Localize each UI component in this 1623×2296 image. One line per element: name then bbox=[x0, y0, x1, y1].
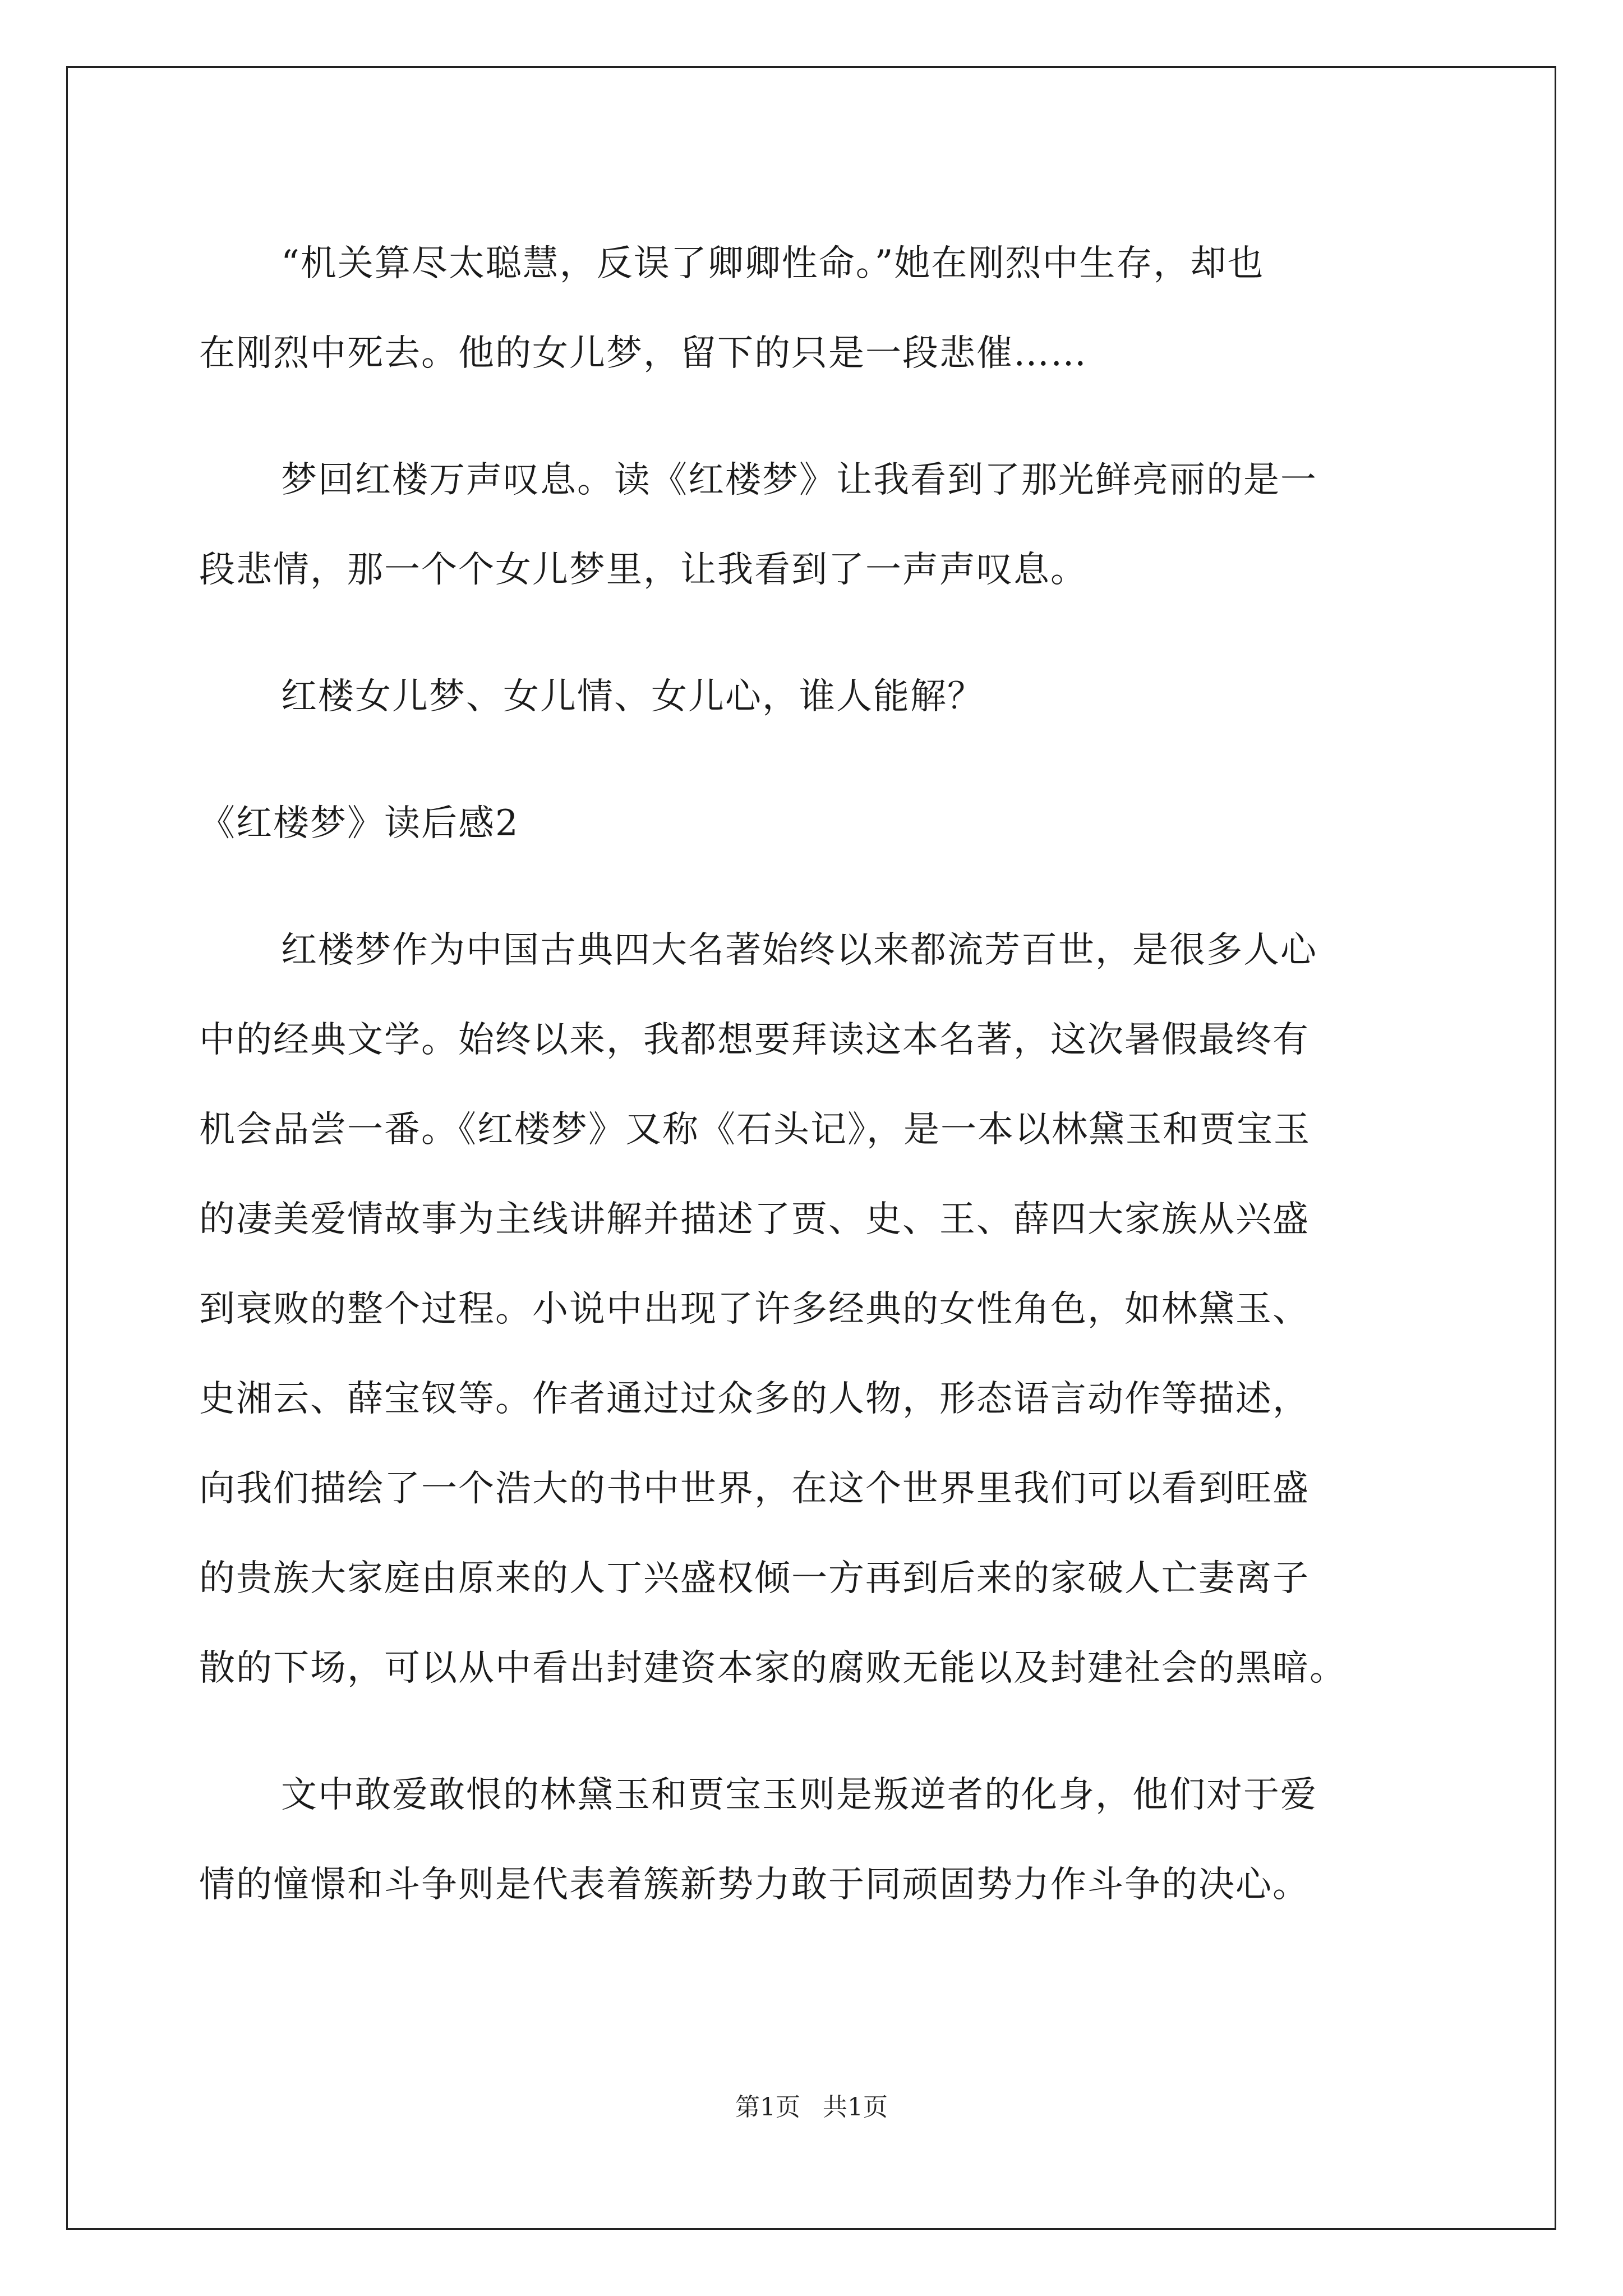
page-footer bbox=[0, 2087, 1623, 2123]
text-line: 机会品尝一番。《红楼梦》又称《石头记》，是一本以林黛玉和贾宝玉 bbox=[199, 1109, 1311, 1151]
text-line: 史湘云、薛宝钗等。作者通过过众多的人物，形态语言动作等描述， bbox=[199, 1378, 1310, 1420]
text-line: 的贵族大家庭由原来的人丁兴盛权倾一方再到后来的家破人亡妻离子 bbox=[199, 1558, 1310, 1599]
page-total: 共1页 bbox=[823, 2093, 888, 2122]
text-line: 到衰败的整个过程。小说中出现了许多经典的女性角色，如林黛玉、 bbox=[199, 1289, 1310, 1330]
text-line: 中的经典文学。始终以来，我都想要拜读这本名著，这次暑假最终有 bbox=[199, 1019, 1310, 1061]
text-line: 在刚烈中死去。他的女儿梦，留下的只是一段悲催…… bbox=[199, 333, 1087, 374]
text-line: 散的下场，可以从中看出封建资本家的腐败无能以及封建社会的黑暗。 bbox=[199, 1648, 1347, 1689]
text-line: 红楼梦作为中国古典四大名著始终以来都流芳百世，是很多人心 bbox=[281, 930, 1317, 971]
paragraph bbox=[199, 435, 1433, 615]
paragraph bbox=[199, 219, 1433, 398]
text-line: 的凄美爱情故事为主线讲解并描述了贾、史、王、薛四大家族从兴盛 bbox=[199, 1199, 1310, 1240]
page-number: 第1页 bbox=[735, 2093, 800, 2122]
section-heading: 《红楼梦》读后感2 bbox=[199, 803, 519, 844]
paragraph bbox=[199, 652, 1433, 742]
text-line: 向我们描绘了一个浩大的书中世界，在这个世界里我们可以看到旺盛 bbox=[199, 1468, 1310, 1510]
text-line: 红楼女儿梦、女儿情、女儿心，谁人能解？ bbox=[281, 676, 984, 717]
text-line: “机关算尽太聪慧，反误了卿卿性命。”她在刚烈中生存，却也 bbox=[281, 243, 1265, 284]
text-line: 文中敢爱敢恨的林黛玉和贾宝玉则是叛逆者的化身，他们对于爱 bbox=[281, 1774, 1317, 1816]
document-body bbox=[199, 219, 1433, 1930]
text-line: 情的憧憬和斗争则是代表着簇新势力敢于同顽固势力作斗争的决心。 bbox=[199, 1864, 1310, 1906]
text-line: 段悲情，那一个个女儿梦里，让我看到了一声声叹息。 bbox=[199, 549, 1087, 591]
paragraph bbox=[199, 1750, 1433, 1930]
text-line: 梦回红楼万声叹息。读《红楼梦》让我看到了那光鲜亮丽的是一 bbox=[281, 459, 1317, 501]
paragraph bbox=[199, 905, 1433, 1713]
